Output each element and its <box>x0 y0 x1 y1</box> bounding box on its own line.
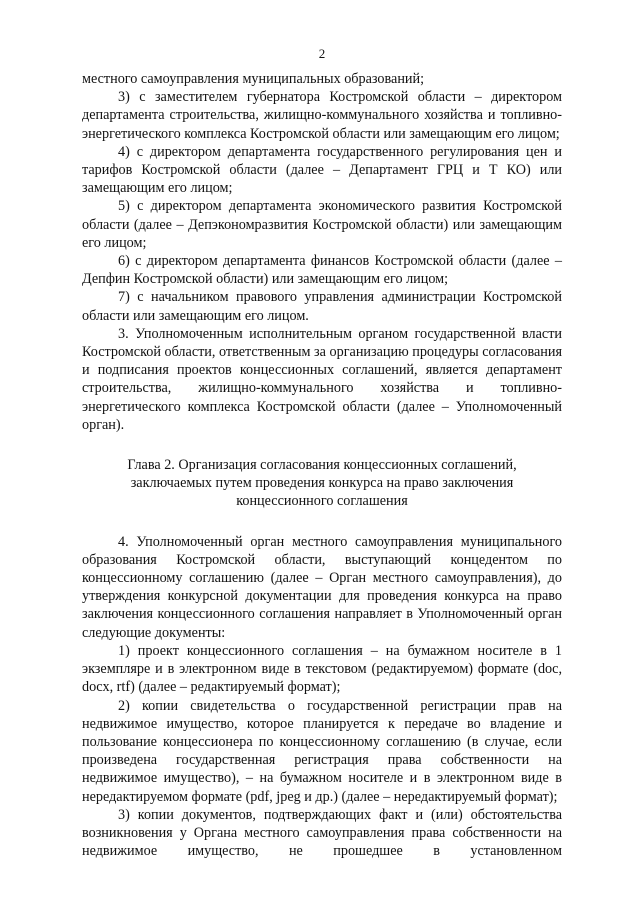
paragraph-doc-3: 3) копии документов, подтверждающих факт и (или) обстоятельства возникновения у Органа местного самоуправления права собственности на недвижимое имущество, не прошедшее в установленном <box>82 806 562 860</box>
paragraph-clause-3: 3. Уполномоченным исполнительным органом государственной власти Костромской области, ответственным за организацию процедуры согласования и подписания проектов концессионных соглашений, является департамент строительства, жилищно-коммунального хозяйства и топливно-энергетического комплекса Костромской области (далее – Уполномоченный орган). <box>82 325 562 433</box>
paragraph-item-7: 7) с начальником правового управления администрации Костромской области или замещающим его лицом. <box>82 289 562 324</box>
chapter-heading-line: концессионного соглашения <box>236 493 408 510</box>
chapter-heading-line: заключаемых путем проведения конкурса на право заключения <box>130 475 514 492</box>
paragraph-continuation: местного самоуправления муниципальных образований; <box>82 71 425 87</box>
document-body <box>82 70 562 860</box>
paragraph-item-4: 4) с директором департамента государственного регулирования цен и тарифов Костромской области (далее – Департамент ГРЦ и Т КО) или замещающим его лицом; <box>82 143 562 197</box>
section-bottom <box>82 533 562 861</box>
page-number: 2 <box>318 46 326 61</box>
section-top <box>82 70 562 434</box>
paragraph-doc-1: 1) проект концессионного соглашения – на бумажном носителе в 1 экземпляре и в электронном виде в текстовом (редактируемом) формате (doc, docx, rtf) (далее – редактируемый формат); <box>82 642 562 696</box>
paragraph-clause-4: 4. Уполномоченный орган местного самоуправления муниципального образования Костромской области, выступающий концедентом по концессионному соглашению (далее – Орган местного самоуправления), до утверждения конкурсной документации для проведения конкурса на право заключения концессионного соглашения направляет в Уполномоченный орган следующие документы: <box>82 533 562 641</box>
paragraph-item-6: 6) с директором департамента финансов Костромской области (далее – Депфин Костромской области) или замещающим его лицом; <box>82 253 562 288</box>
paragraph-item-3: 3) с заместителем губернатора Костромской области – директором департамента строительства, жилищно-коммунального хозяйства и топливно-энергетического комплекса Костромской области или замещающим его лицом; <box>82 89 562 142</box>
chapter-heading-line: Глава 2. Организация согласования концессионных соглашений, <box>127 457 517 474</box>
chapter-heading <box>82 456 562 511</box>
paragraph-item-5: 5) с директором департамента экономического развития Костромской области (далее – Депэкономразвития Костромской области) или замещающим его лицом; <box>82 198 562 251</box>
paragraph-doc-2: 2) копии свидетельства о государственной регистрации прав на недвижимое имущество, которое планируется к передаче во владение и пользование концессионера по концессионному соглашению (в случае, если произведена государственная регистрация права собственности на недвижимое имущество), – на бумажном носителе и в электронном виде в нередактируемом формате (pdf, jpeg и др.) (далее – нередактируемый формат); <box>82 697 562 805</box>
